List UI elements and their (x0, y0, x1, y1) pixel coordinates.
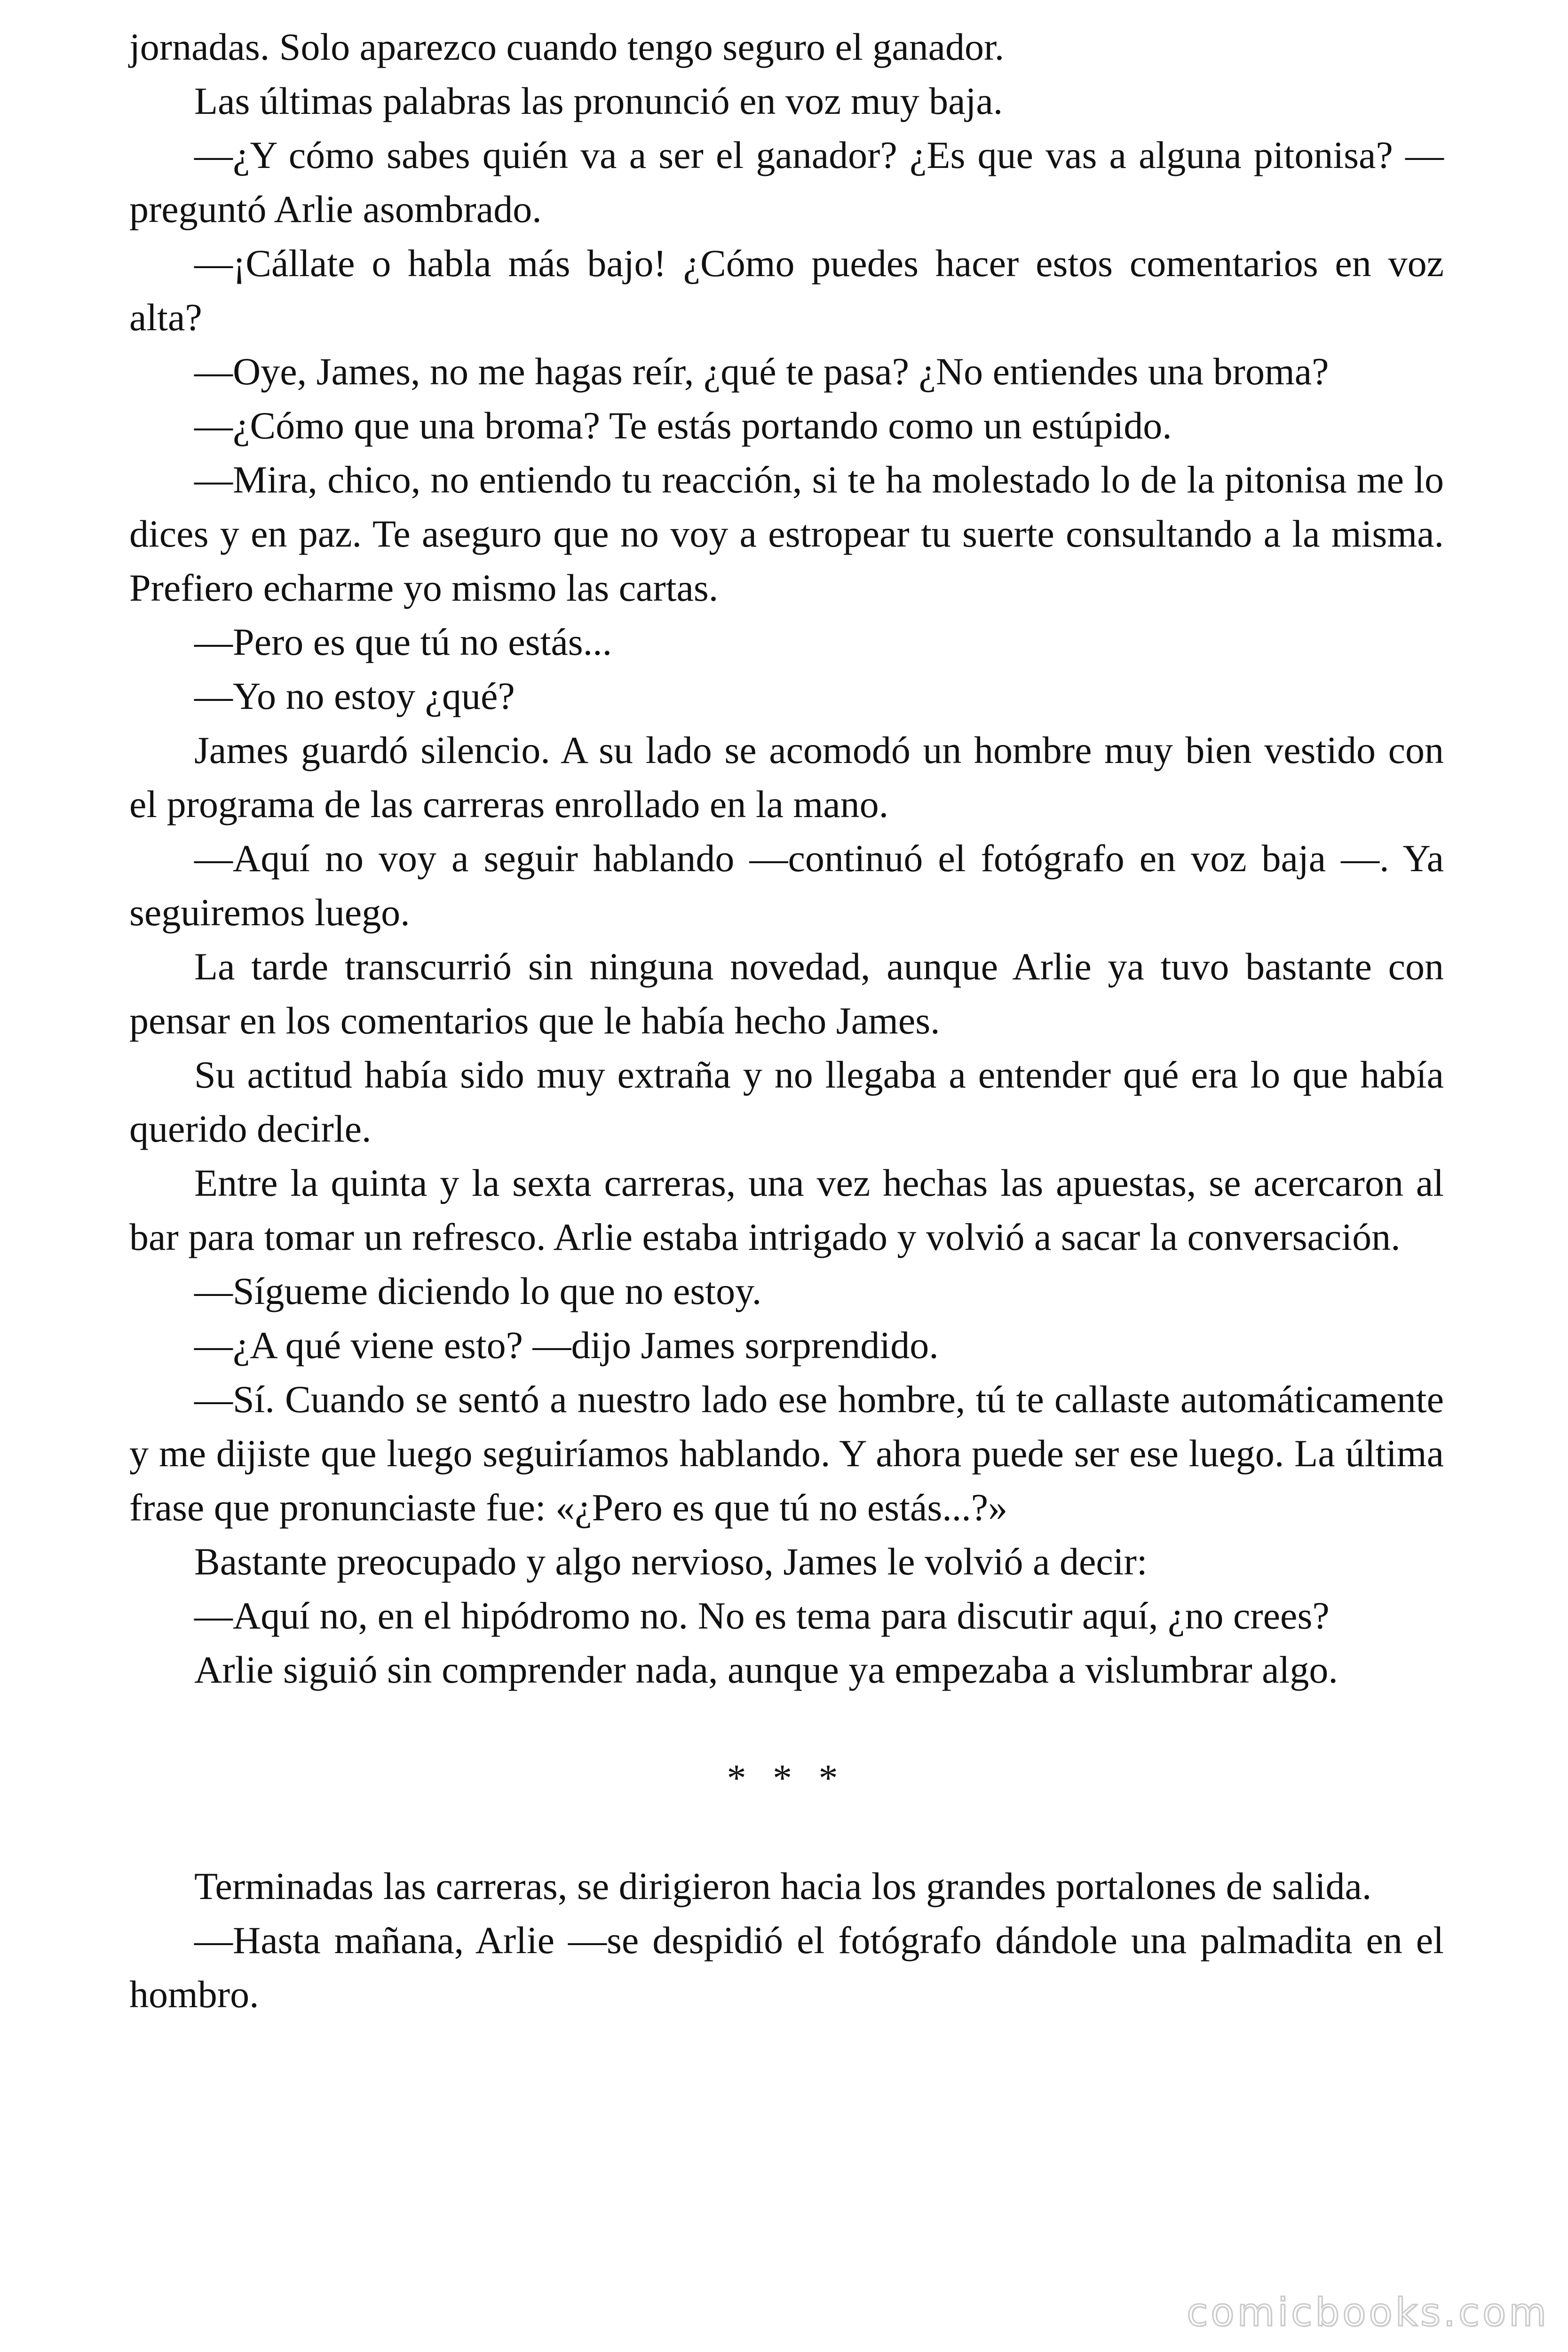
paragraph: —Aquí no voy a seguir hablando —continuó el fotógrafo en voz baja —. Ya seguiremos luego. (129, 837, 1444, 934)
paragraph: —Aquí no, en el hipódromo no. No es tema para discutir aquí, ¿no crees? (194, 1594, 1330, 1637)
watermark-logo: comicbooks.com (1187, 2290, 1549, 2335)
paragraph: —¿Y cómo sabes quién va a ser el ganador? ¿Es que vas a alguna pitonisa? —preguntó Arlie asombrado. (129, 134, 1444, 230)
paragraphs-after-break (129, 1859, 1444, 2021)
paragraph: —Oye, James, no me hagas reír, ¿qué te pasa? ¿No entiendes una broma? (194, 350, 1329, 393)
paragraph: Arlie siguió sin comprender nada, aunque ya empezaba a vislumbrar algo. (194, 1648, 1338, 1691)
paragraph: jornadas. Solo aparezco cuando tengo seguro el ganador. (129, 25, 1005, 68)
paragraph: —Mira, chico, no entiendo tu reacción, si te ha molestado lo de la pitonisa me lo dices y en paz. Te aseguro que no voy a estropear tu suerte consultando a la misma. Prefiero echarme yo mismo las cartas. (129, 458, 1444, 609)
paragraph: Entre la quinta y la sexta carreras, una vez hechas las apuestas, se acercaron al bar para tomar un refresco. Arlie estaba intrigado y volvió a sacar la conversación. (129, 1161, 1444, 1258)
paragraph: Su actitud había sido muy extraña y no llegaba a entender qué era lo que había querido decirle. (129, 1053, 1444, 1150)
paragraph: —¿Cómo que una broma? Te estás portando como un estúpido. (194, 404, 1172, 447)
paragraph: —Pero es que tú no estás... (194, 620, 612, 663)
paragraph: Terminadas las carreras, se dirigieron hacia los grandes portalones de salida. (194, 1865, 1372, 1907)
paragraph: —Sí. Cuando se sentó a nuestro lado ese hombre, tú te callaste automáticamente y me dijiste que luego seguiríamos hablando. Y ahora puede ser ese luego. La última frase que pronunciaste fue: «¿Pero es que tú no estás...?» (129, 1378, 1444, 1529)
body-text (129, 20, 1444, 2021)
paragraph: —Sígueme diciendo lo que no estoy. (194, 1270, 762, 1312)
paragraph: Bastante preocupado y algo nervioso, James le volvió a decir: (194, 1540, 1148, 1583)
paragraph: La tarde transcurrió sin ninguna novedad, aunque Arlie ya tuvo bastante con pensar en los comentarios que le había hecho James. (129, 945, 1444, 1042)
section-separator: * * * (727, 1756, 847, 1799)
paragraph: James guardó silencio. A su lado se acomodó un hombre muy bien vestido con el programa de las carreras enrollado en la mano. (129, 729, 1444, 826)
paragraph: —¡Cállate o habla más bajo! ¿Cómo puedes hacer estos comentarios en voz alta? (129, 242, 1444, 339)
paragraphs-before-break (129, 20, 1444, 1697)
paragraph: —Hasta mañana, Arlie —se despidió el fotógrafo dándole una palmadita en el hombro. (129, 1919, 1444, 2016)
paragraph: —¿A qué viene esto? —dijo James sorprendido. (194, 1324, 939, 1367)
paragraph: —Yo no estoy ¿qué? (194, 675, 515, 717)
paragraph: Las últimas palabras las pronunció en voz muy baja. (194, 79, 1003, 122)
